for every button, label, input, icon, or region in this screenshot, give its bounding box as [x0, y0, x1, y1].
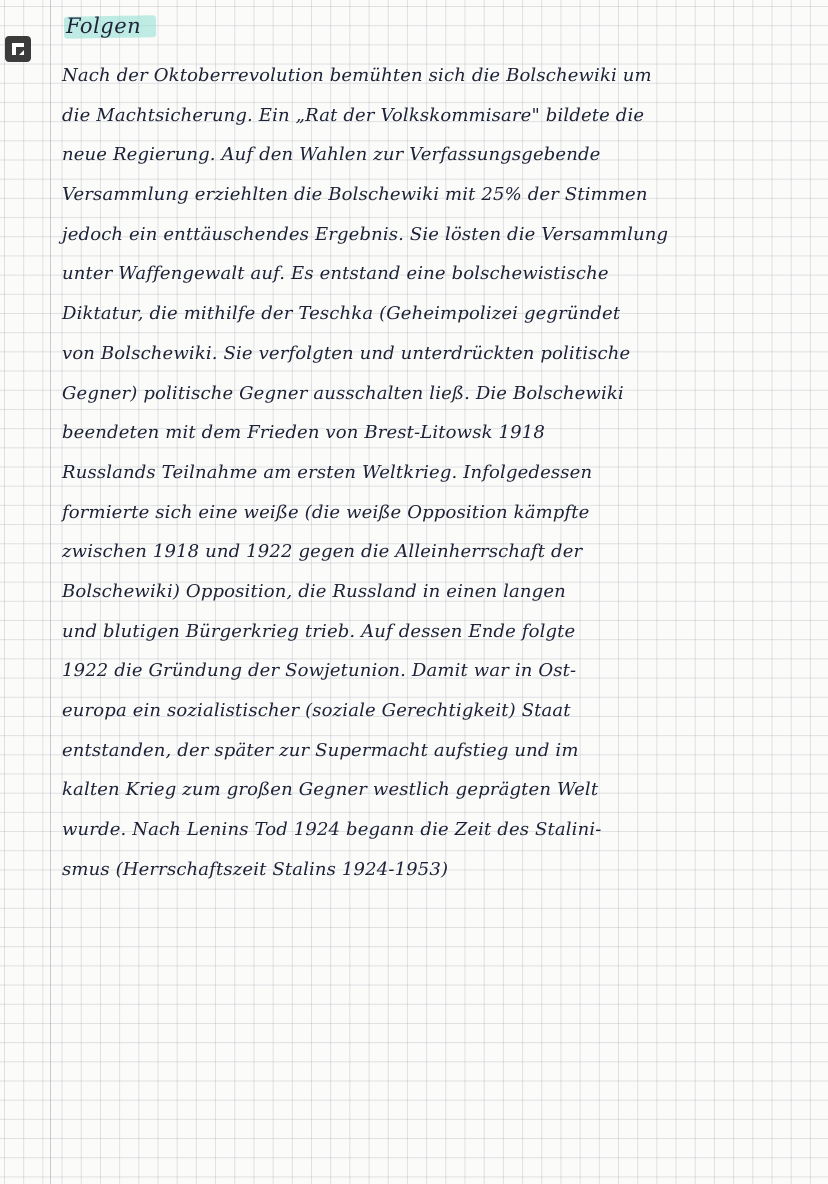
- heading-container: [62, 10, 141, 42]
- text-line: die Machtsicherung. Ein „Rat der Volkskommisare" bildete die: [62, 104, 645, 126]
- text-line: wurde. Nach Lenins Tod 1924 begann die Zeit des Stalini-: [62, 819, 602, 841]
- text-line: 1922 die Gründung der Sowjetunion. Damit war in Ost-: [62, 660, 577, 682]
- text-line: kalten Krieg zum großen Gegner westlich geprägten Welt: [62, 779, 599, 801]
- app-logo-icon: [5, 36, 31, 62]
- text-line: beendeten mit dem Frieden von Brest-Litowsk 1918: [62, 422, 545, 444]
- handwritten-text: [62, 56, 784, 889]
- text-line: formierte sich eine weiße (die weiße Opposition kämpfte: [62, 501, 590, 523]
- text-line: und blutigen Bürgerkrieg trieb. Auf dessen Ende folgte: [62, 620, 576, 642]
- text-line: Diktatur, die mithilfe der Teschka (Geheimpolizei gegründet: [62, 303, 621, 325]
- text-line: Versammlung erziehlten die Bolschewiki mit 25% der Stimmen: [62, 184, 648, 206]
- text-line: Russlands Teilnahme am ersten Weltkrieg. Infolgedessen: [62, 461, 593, 483]
- text-line: Nach der Oktoberrevolution bemühten sich die Bolschewiki um: [62, 65, 652, 86]
- text-line: unter Waffengewalt auf. Es entstand eine bolschewistische: [62, 263, 609, 285]
- text-line: von Bolschewiki. Sie verfolgten und unterdrückten politische: [62, 342, 631, 364]
- text-line: smus (Herrschaftszeit Stalins 1924-1953): [62, 858, 449, 880]
- text-line: entstanden, der später zur Supermacht aufstieg und im: [62, 739, 579, 761]
- page-heading: Folgen: [66, 14, 142, 38]
- text-line: jedoch ein enttäuschendes Ergebnis. Sie lösten die Versammlung: [62, 223, 669, 245]
- text-line: europa ein sozialistischer (soziale Gerechtigkeit) Staat: [62, 700, 571, 721]
- margin-line: [50, 0, 51, 1184]
- text-line: neue Regierung. Auf den Wahlen zur Verfassungsgebende: [62, 144, 601, 166]
- text-line: zwischen 1918 und 1922 gegen die Alleinherrschaft der: [62, 541, 583, 563]
- text-line: Gegner) politische Gegner ausschalten ließ. Die Bolschewiki: [62, 382, 624, 404]
- text-line: Bolschewiki) Opposition, die Russland in einen langen: [62, 580, 566, 602]
